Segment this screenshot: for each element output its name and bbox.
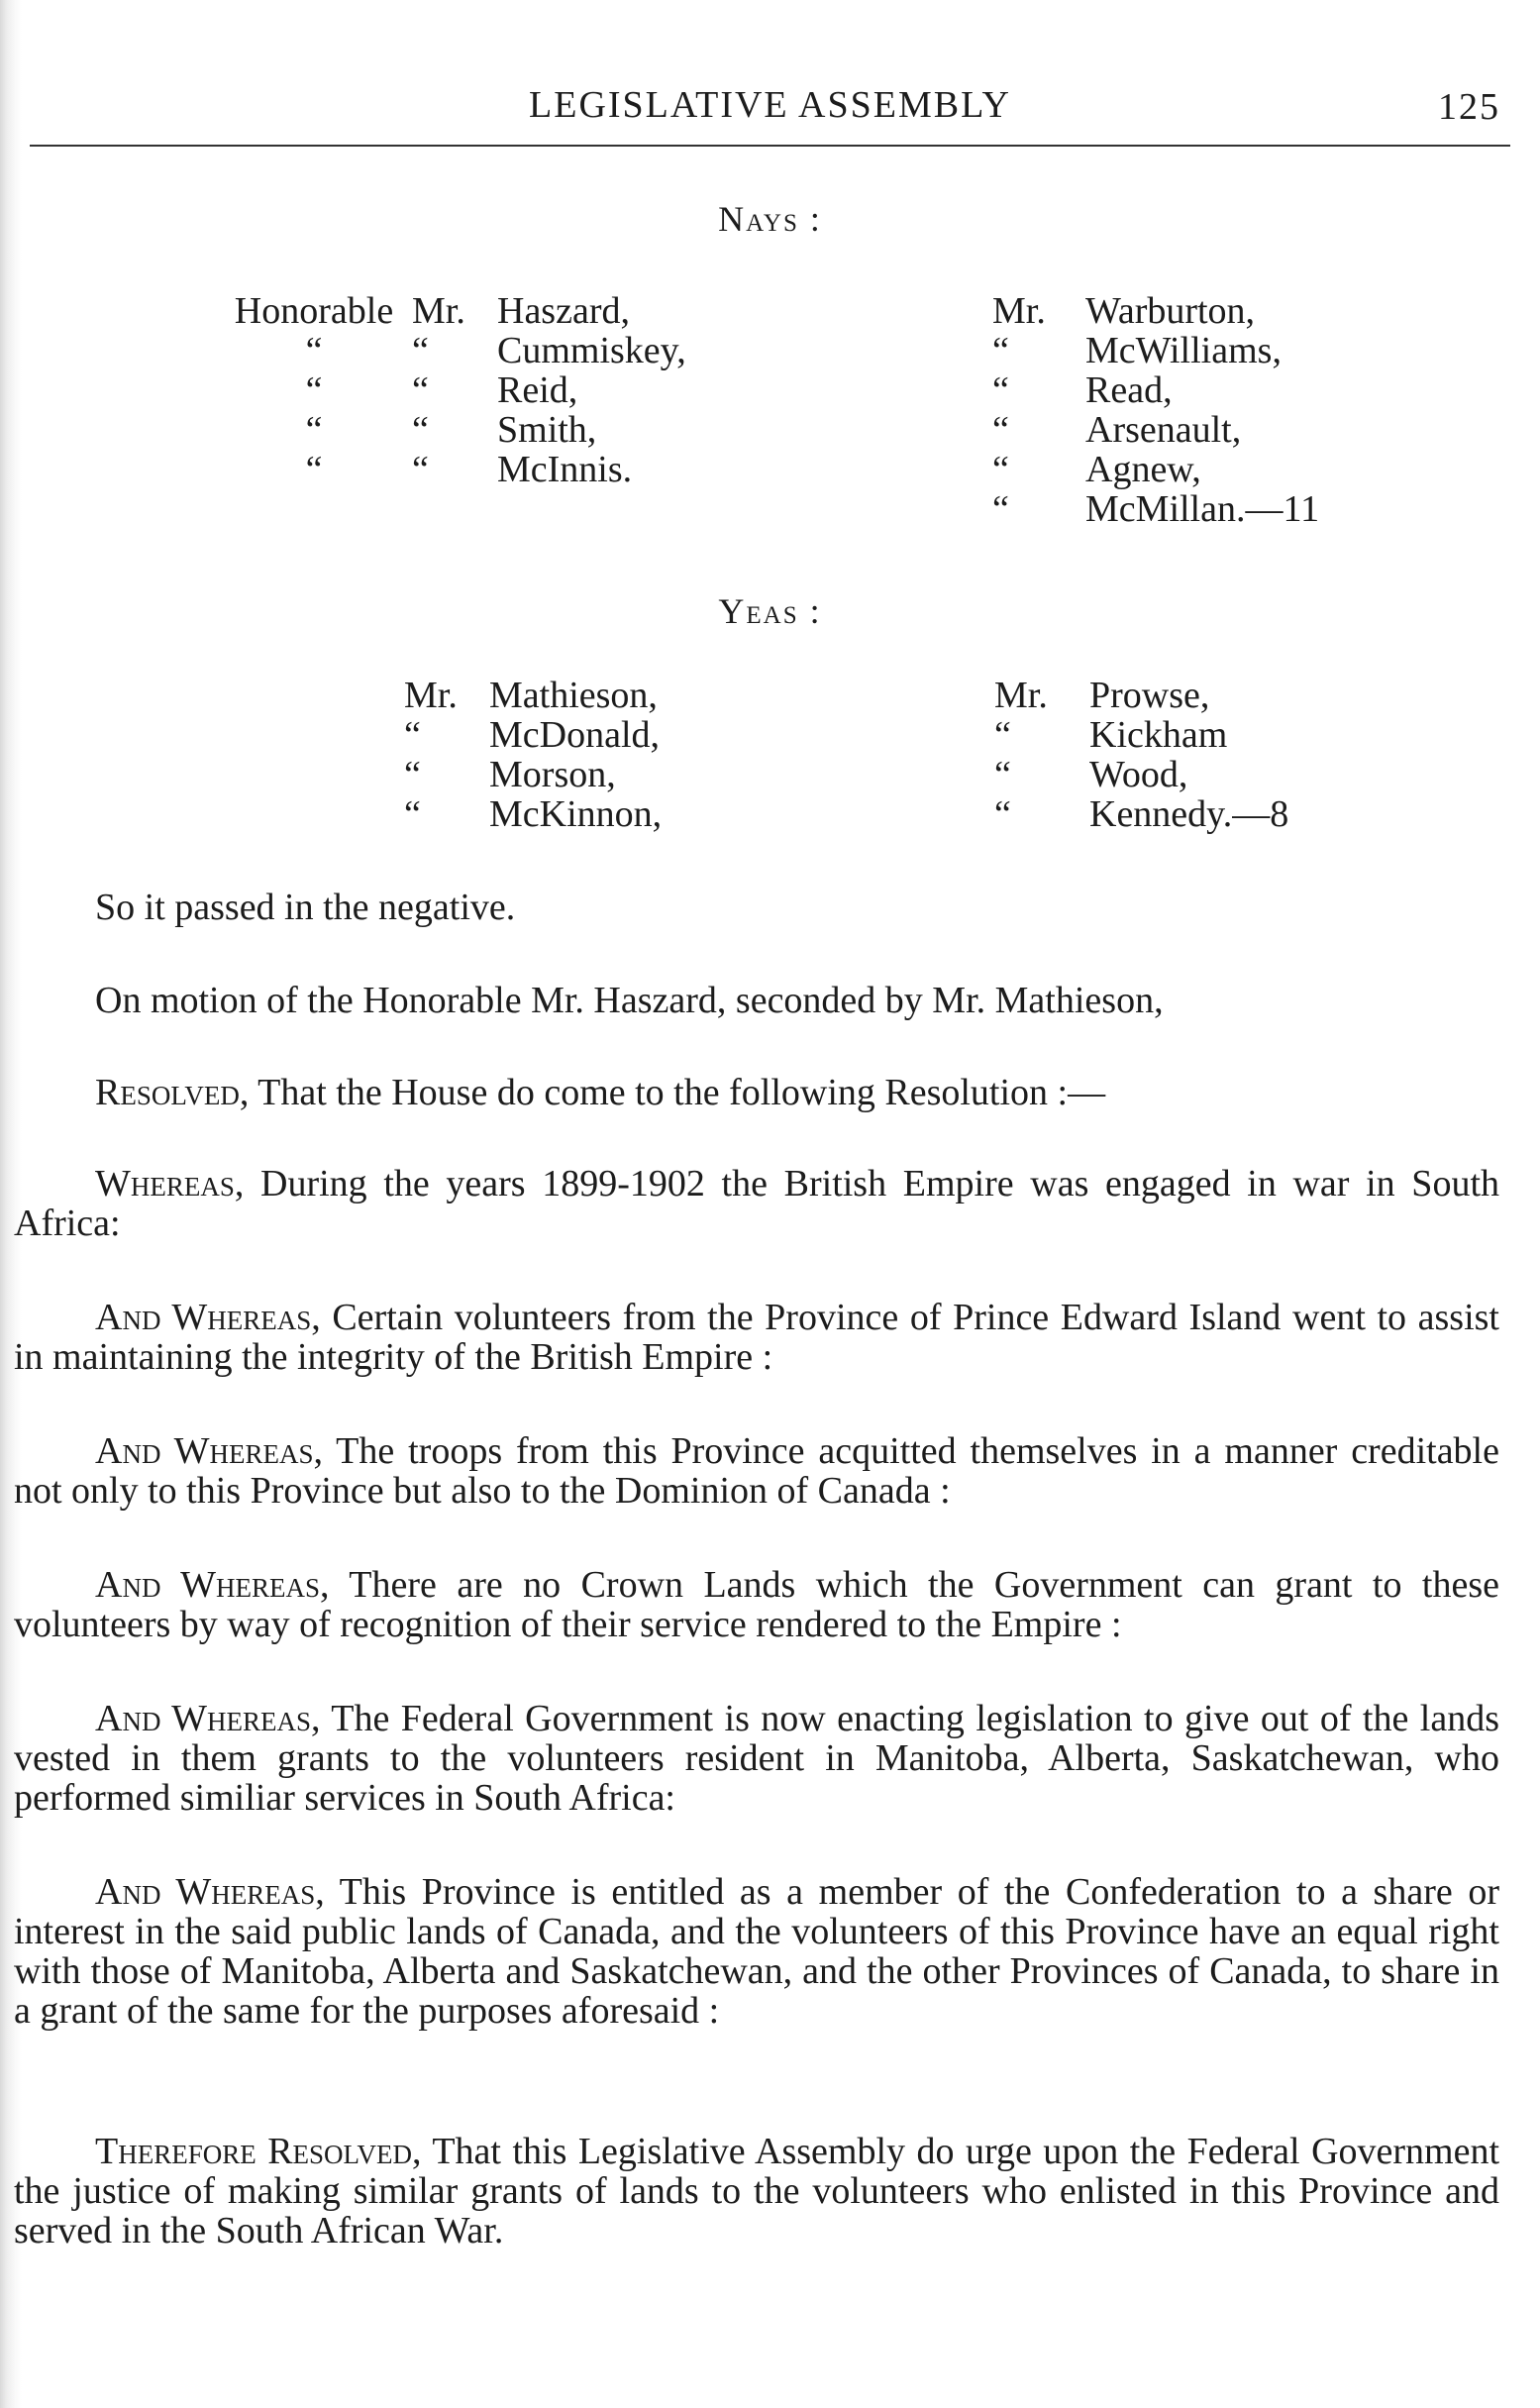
member-row [992, 331, 1319, 370]
whereas-lead: And Whereas, [95, 1297, 321, 1338]
member-row [994, 755, 1288, 794]
whereas-lead: And Whereas, [95, 1698, 321, 1739]
member-name: Prowse, [1089, 675, 1210, 716]
whereas-paragraph-4 [14, 1565, 1499, 1644]
member-name: Arsenault, [1085, 409, 1242, 451]
member-title: “ [404, 714, 421, 756]
resolved-line [95, 1073, 1501, 1112]
member-name: Kickham [1089, 714, 1228, 756]
member-row [404, 755, 662, 794]
member-title: Mr. [412, 290, 465, 332]
therefore-paragraph [14, 2132, 1499, 2251]
whereas-paragraph-2 [14, 1298, 1499, 1377]
member-name: Reid, [497, 369, 578, 411]
whereas-text: This Province is entitled as a member of the Confederation to a share or interest in the said public lands of Canada, and the volunteers of this Province have an equal right with those of Manitoba, Alberta and Saskatchewan, and the other Provinces of Canada, to share in a grant of the same for the purposes aforesaid : [14, 1871, 1499, 2032]
whereas-lead: And Whereas, [95, 1564, 330, 1606]
member-name: Smith, [497, 409, 597, 451]
member-row [404, 715, 662, 755]
member-name: McKinnon, [489, 793, 663, 835]
member-row [994, 676, 1288, 715]
nays-right-column [992, 291, 1319, 529]
member-honorific: “ [305, 449, 323, 490]
member-title: Mr. [404, 675, 458, 716]
member-row [216, 450, 686, 489]
whereas-paragraph-1 [14, 1164, 1499, 1243]
member-title: “ [994, 793, 1011, 835]
member-name: Cummiskey, [497, 330, 686, 371]
member-row [992, 450, 1319, 489]
member-row [992, 489, 1319, 529]
whereas-paragraph-5 [14, 1699, 1499, 1818]
member-name: Read, [1085, 369, 1173, 411]
member-title: “ [992, 488, 1009, 530]
member-title: Mr. [994, 675, 1048, 716]
member-title: “ [412, 449, 429, 490]
running-title: LEGISLATIVE ASSEMBLY [529, 84, 1011, 126]
whereas-paragraph-6 [14, 1872, 1499, 2031]
member-title: “ [992, 449, 1009, 490]
motion-line: On motion of the Honorable Mr. Haszard, seconded by Mr. Mathieson, [95, 980, 1164, 1021]
page-number: 125 [1438, 86, 1500, 128]
whereas-lead: Whereas, [95, 1163, 245, 1204]
member-title: “ [404, 754, 421, 795]
member-name: Haszard, [497, 290, 630, 332]
member-row [994, 794, 1288, 834]
member-title: “ [412, 409, 429, 451]
member-title: “ [992, 369, 1009, 411]
member-title: “ [994, 754, 1011, 795]
member-title: “ [992, 330, 1009, 371]
result-line: So it passed in the negative. [95, 887, 516, 928]
member-name: Wood, [1089, 754, 1188, 795]
running-header [0, 83, 1540, 139]
member-name: McWilliams, [1085, 330, 1282, 371]
therefore-lead: Therefore Resolved, [95, 2131, 422, 2172]
member-title: Mr. [992, 290, 1046, 332]
yeas-left-column [404, 676, 662, 834]
whereas-text: The troops from this Province acquitted themselves in a manner creditable not only to this Province but also to the Dominion of Canada : [14, 1430, 1499, 1512]
whereas-text: There are no Crown Lands which the Government can grant to these volunteers by way of recognition of their service rendered to the Empire : [14, 1564, 1499, 1645]
whereas-text: Certain volunteers from the Province of Prince Edward Island went to assist in maintaining the integrity of the British Empire : [14, 1297, 1499, 1378]
nays-heading-text: Nays : [718, 199, 822, 239]
member-name: Warburton, [1085, 290, 1256, 332]
member-honorific: “ [305, 369, 323, 411]
member-title: “ [404, 793, 421, 835]
whereas-paragraph-3 [14, 1431, 1499, 1511]
member-row [216, 291, 686, 331]
member-honorific: “ [305, 330, 323, 371]
yeas-heading-text: Yeas : [718, 591, 822, 631]
yeas-heading [0, 590, 1540, 632]
member-name: McMillan.—11 [1085, 488, 1320, 530]
member-row [216, 331, 686, 370]
whereas-lead: And Whereas, [95, 1430, 323, 1472]
resolved-lead: Resolved, [95, 1072, 250, 1113]
member-name: Mathieson, [489, 675, 658, 716]
member-name: McDonald, [489, 714, 661, 756]
member-name: McInnis. [497, 449, 633, 490]
member-row [992, 370, 1319, 410]
member-name: Kennedy.—8 [1089, 793, 1289, 835]
nays-heading [0, 198, 1540, 240]
therefore-text: That this Legislative Assembly do urge upon the Federal Government the justice of making similar grants of lands to the volunteers who enlisted in this Province and served in the South African War. [14, 2131, 1500, 2251]
member-title: “ [992, 409, 1009, 451]
whereas-text: The Federal Government is now enacting legislation to give out of the lands vested in them grants to the volunteers resident in Manitoba, Alberta, Saskatchewan, who performed similiar services in South Africa: [14, 1698, 1499, 1819]
header-rule [30, 145, 1510, 147]
member-name: Agnew, [1085, 449, 1201, 490]
member-row [216, 370, 686, 410]
member-row [992, 291, 1319, 331]
member-title: “ [412, 369, 429, 411]
member-row [994, 715, 1288, 755]
resolved-text: That the House do come to the following Resolution :— [249, 1072, 1106, 1113]
nays-left-column [216, 291, 686, 489]
member-row [404, 676, 662, 715]
whereas-lead: And Whereas, [95, 1871, 325, 1913]
member-row [216, 410, 686, 450]
member-title: “ [994, 714, 1011, 756]
member-row [992, 410, 1319, 450]
yeas-right-column [994, 676, 1288, 834]
member-honorific: Honorable [234, 290, 394, 332]
member-honorific: “ [305, 409, 323, 451]
member-title: “ [412, 330, 429, 371]
member-name: Morson, [489, 754, 616, 795]
whereas-text: During the years 1899-1902 the British Empire was engaged in war in South Africa: [14, 1163, 1499, 1244]
member-row [404, 794, 662, 834]
